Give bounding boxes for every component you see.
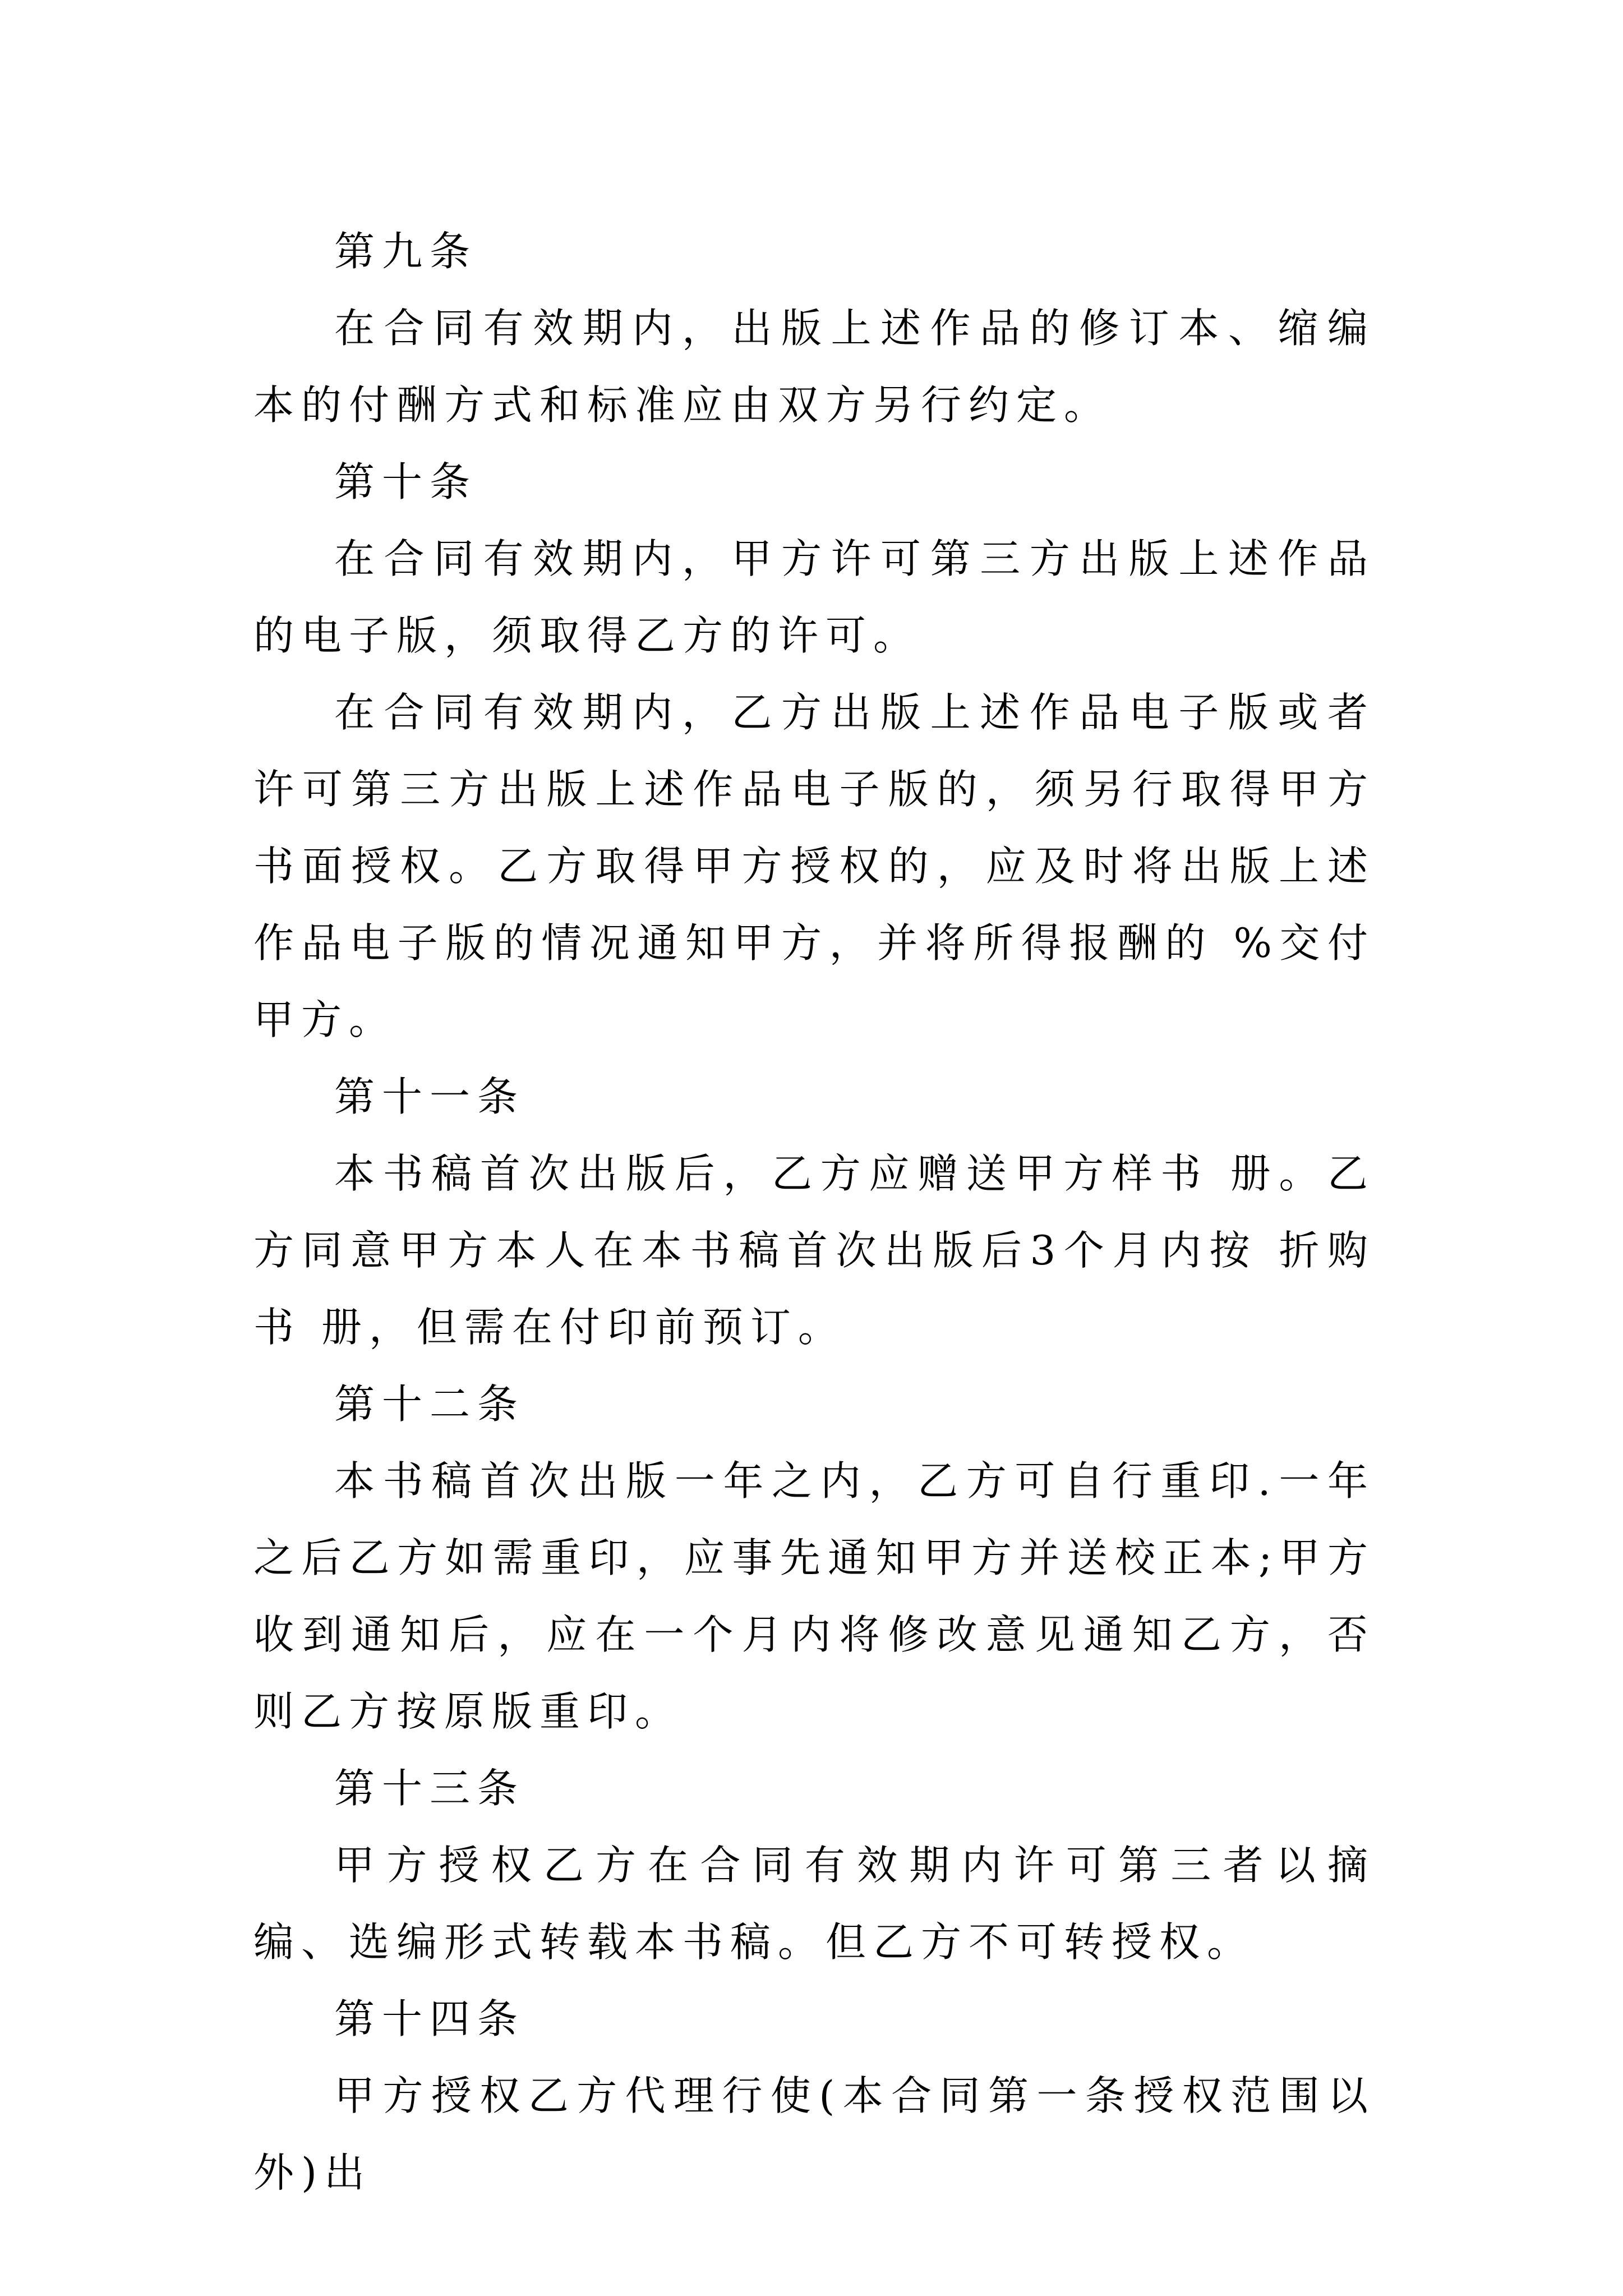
article-12-paragraph-1: 本书稿首次出版一年之内，乙方可自行重印.一年之后乙方如需重印，应事先通知甲方并送校正本;甲方收到通知后，应在一个月内将修改意见通知乙方，否则乙方按原版重印。 xyxy=(253,1457,1375,1735)
article-10-heading: 第十条 xyxy=(334,458,478,505)
article-14-heading: 第十四条 xyxy=(334,1995,525,2042)
article-11-heading: 第十一条 xyxy=(334,1073,525,1120)
document-body xyxy=(253,213,1375,2211)
article-10-paragraph-1: 在合同有效期内，甲方许可第三方出版上述作品的电子版，须取得乙方的许可。 xyxy=(253,535,1375,659)
article-9-heading: 第九条 xyxy=(334,228,478,275)
article-14-paragraph-1: 甲方授权乙方代理行使(本合同第一条授权范围以外)出 xyxy=(253,2072,1375,2196)
article-9-paragraph-1: 在合同有效期内，出版上述作品的修订本、缩编本的付酬方式和标准应由双方另行约定。 xyxy=(253,305,1375,429)
article-12-heading: 第十二条 xyxy=(334,1381,525,1428)
article-13-paragraph-1: 甲方授权乙方在合同有效期内许可第三者以摘编、选编形式转载本书稿。但乙方不可转授权。 xyxy=(253,1842,1375,1966)
article-11-paragraph-1: 本书稿首次出版后，乙方应赠送甲方样书 册。乙方同意甲方本人在本书稿首次出版后3个月内按 折购书 册，但需在付印前预订。 xyxy=(253,1150,1375,1351)
article-13-heading: 第十三条 xyxy=(334,1765,525,1812)
article-10-paragraph-2: 在合同有效期内，乙方出版上述作品电子版或者许可第三方出版上述作品电子版的，须另行取得甲方书面授权。乙方取得甲方授权的，应及时将出版上述作品电子版的情况通知甲方，并将所得报酬的 %交付甲方。 xyxy=(253,689,1375,1043)
